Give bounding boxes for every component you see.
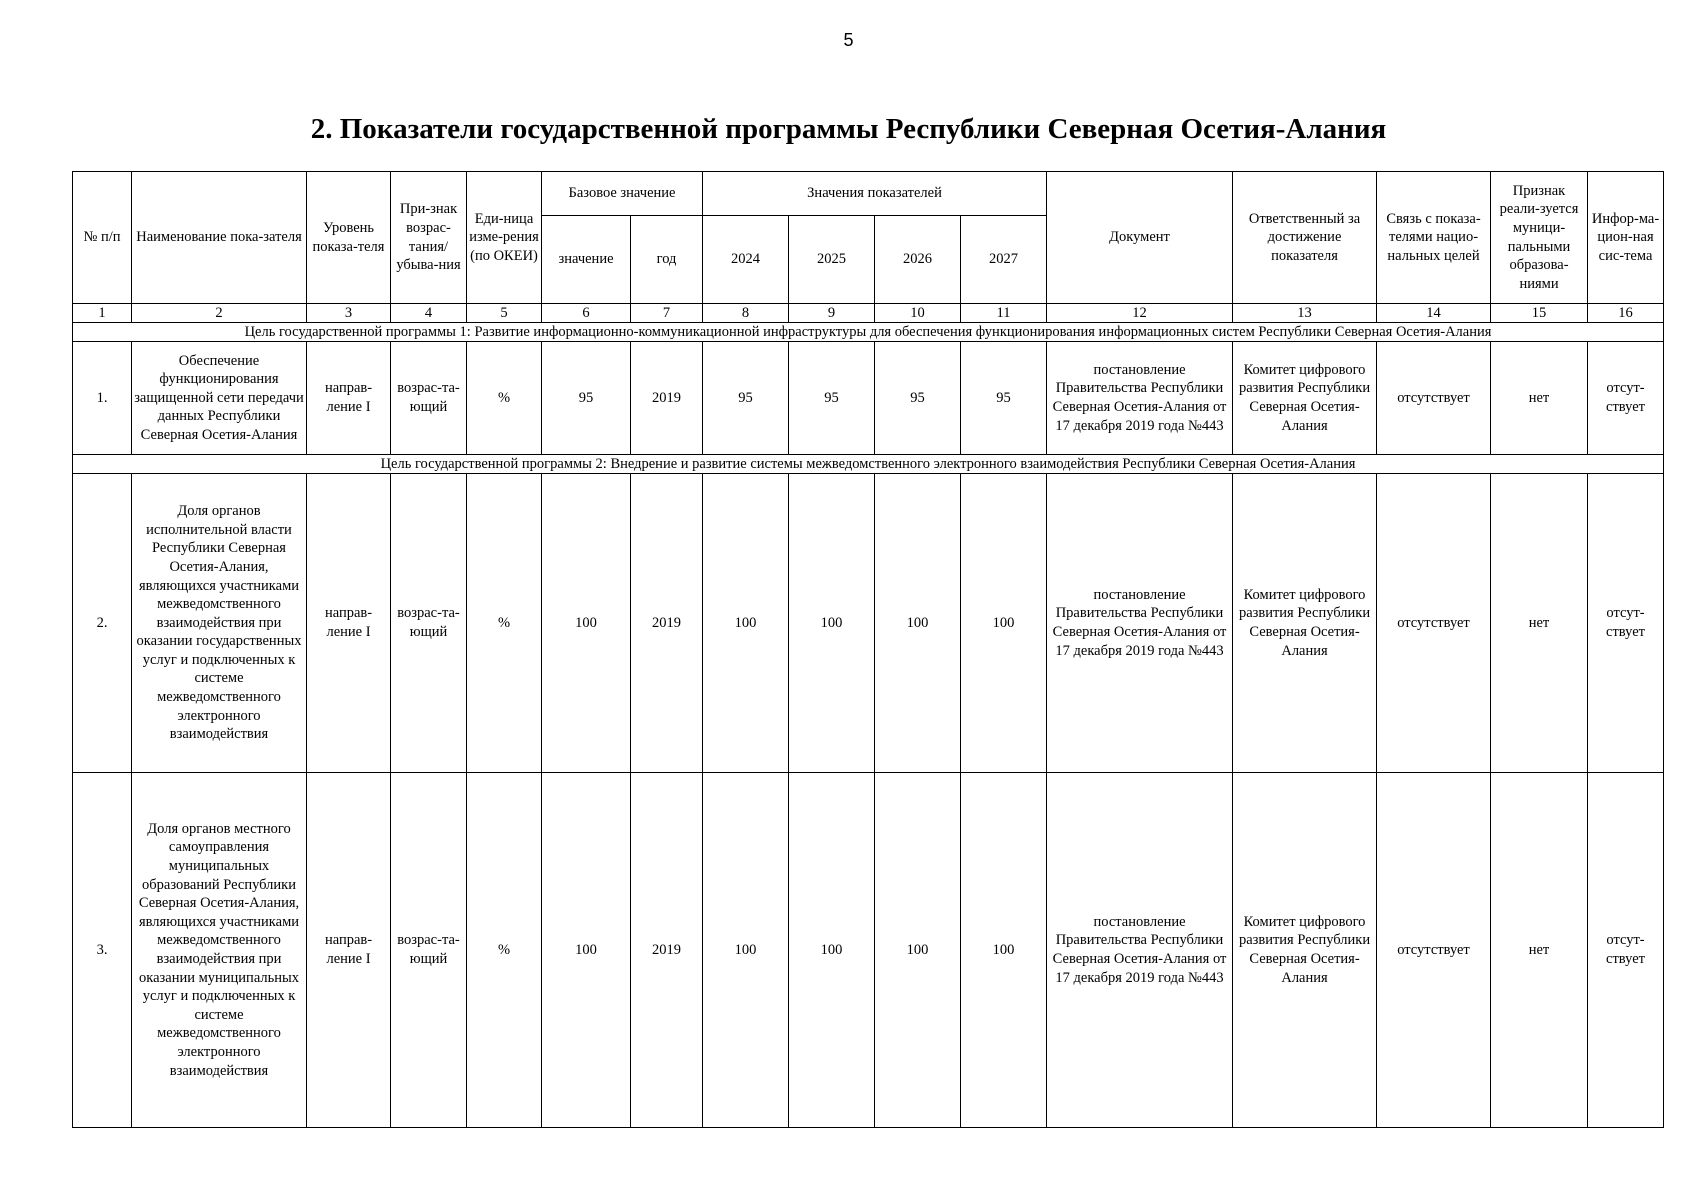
row-num: 2. <box>73 474 132 773</box>
indicator-unit: % <box>467 773 542 1128</box>
value-2025: 100 <box>789 773 875 1128</box>
header-national-goals: Связь с показа-телями нацио-нальных целей <box>1377 172 1491 304</box>
table-row <box>73 342 1664 455</box>
header-name: Наименование пока-зателя <box>132 172 307 304</box>
column-number: 3 <box>307 304 391 323</box>
header-base-group: Базовое значение <box>542 172 703 216</box>
column-number: 6 <box>542 304 631 323</box>
municipal-flag: нет <box>1491 342 1588 455</box>
column-number: 12 <box>1047 304 1233 323</box>
header-year-2025: 2025 <box>789 216 875 304</box>
indicator-name: Обеспечение функционирования защищенной сети передачи данных Республики Северная Осетия-Алания <box>132 342 307 455</box>
info-system: отсут-ствует <box>1588 474 1664 773</box>
table-row <box>73 474 1664 773</box>
base-value: 95 <box>542 342 631 455</box>
value-2025: 95 <box>789 342 875 455</box>
value-2027: 95 <box>961 342 1047 455</box>
column-number: 5 <box>467 304 542 323</box>
column-number: 2 <box>132 304 307 323</box>
indicator-name: Доля органов исполнительной власти Республики Северная Осетия-Алания, являющихся участниками межведомственного взаимодействия при оказании государственных услуг и подключенных к системе межведомственного электронного взаимодействия <box>132 474 307 773</box>
value-2025: 100 <box>789 474 875 773</box>
column-number: 4 <box>391 304 467 323</box>
info-system: отсут-ствует <box>1588 342 1664 455</box>
base-value: 100 <box>542 773 631 1128</box>
page-title: 2. Показатели государственной программы Республики Северная Осетия-Алания <box>310 113 1387 145</box>
header-year-2026: 2026 <box>875 216 961 304</box>
row-num: 3. <box>73 773 132 1128</box>
column-number: 13 <box>1233 304 1377 323</box>
header-num: № п/п <box>73 172 132 304</box>
value-2024: 95 <box>703 342 789 455</box>
goal-heading-1: Цель государственной программы 1: Развитие информационно-коммуникационной инфраструктуры для обеспечения функционирования информационных систем Республики Северная Осетия-Алания <box>73 323 1664 342</box>
indicator-level: направ-ление I <box>307 474 391 773</box>
value-2026: 100 <box>875 474 961 773</box>
column-number: 7 <box>631 304 703 323</box>
value-2026: 100 <box>875 773 961 1128</box>
header-trend: При-знак возрас-тания/ убыва-ния <box>391 172 467 304</box>
column-number: 9 <box>789 304 875 323</box>
page-number: 5 <box>843 30 854 50</box>
column-number: 10 <box>875 304 961 323</box>
value-2024: 100 <box>703 474 789 773</box>
header-level: Уровень показа-теля <box>307 172 391 304</box>
header-municipal: Признак реали-зуется муници-пальными образова-ниями <box>1491 172 1588 304</box>
indicator-level: направ-ление I <box>307 342 391 455</box>
table-row <box>73 773 1664 1128</box>
indicator-level: направ-ление I <box>307 773 391 1128</box>
base-year: 2019 <box>631 342 703 455</box>
column-number: 8 <box>703 304 789 323</box>
document-reference: постановление Правительства Республики Северная Осетия-Алания от 17 декабря 2019 года №443 <box>1047 773 1233 1128</box>
indicator-name: Доля органов местного самоуправления муниципальных образований Республики Северная Осетия-Алания, являющихся участниками межведомственного взаимодействия при оказании муниципальных услуг и подключенных к системе межведомственного электронного взаимодействия <box>132 773 307 1128</box>
indicator-unit: % <box>467 474 542 773</box>
header-responsible: Ответственный за достижение показателя <box>1233 172 1377 304</box>
responsible-body: Комитет цифрового развития Республики Северная Осетия-Алания <box>1233 773 1377 1128</box>
row-num: 1. <box>73 342 132 455</box>
header-unit: Еди-ница изме-рения (по ОКЕИ) <box>467 172 542 304</box>
national-goals-link: отсутствует <box>1377 342 1491 455</box>
column-number: 15 <box>1491 304 1588 323</box>
value-2027: 100 <box>961 773 1047 1128</box>
indicator-trend: возрас-та-ющий <box>391 474 467 773</box>
column-number: 14 <box>1377 304 1491 323</box>
base-year: 2019 <box>631 474 703 773</box>
column-number: 1 <box>73 304 132 323</box>
header-document: Документ <box>1047 172 1233 304</box>
value-2027: 100 <box>961 474 1047 773</box>
municipal-flag: нет <box>1491 773 1588 1128</box>
national-goals-link: отсутствует <box>1377 773 1491 1128</box>
header-base-value: значение <box>542 216 631 304</box>
header-base-year: год <box>631 216 703 304</box>
header-year-2024: 2024 <box>703 216 789 304</box>
base-value: 100 <box>542 474 631 773</box>
header-year-2027: 2027 <box>961 216 1047 304</box>
national-goals-link: отсутствует <box>1377 474 1491 773</box>
goal-heading-2: Цель государственной программы 2: Внедрение и развитие системы межведомственного электронного взаимодействия Республики Северная Осетия-Алания <box>73 455 1664 474</box>
column-number-row <box>73 304 1664 323</box>
responsible-body: Комитет цифрового развития Республики Северная Осетия-Алания <box>1233 474 1377 773</box>
indicator-trend: возрас-та-ющий <box>391 342 467 455</box>
municipal-flag: нет <box>1491 474 1588 773</box>
value-2024: 100 <box>703 773 789 1128</box>
document-reference: постановление Правительства Республики Северная Осетия-Алания от 17 декабря 2019 года №443 <box>1047 474 1233 773</box>
responsible-body: Комитет цифрового развития Республики Северная Осетия-Алания <box>1233 342 1377 455</box>
header-values-group: Значения показателей <box>703 172 1047 216</box>
indicator-unit: % <box>467 342 542 455</box>
column-number: 16 <box>1588 304 1664 323</box>
info-system: отсут-ствует <box>1588 773 1664 1128</box>
value-2026: 95 <box>875 342 961 455</box>
indicators-table <box>72 171 1664 1128</box>
document-reference: постановление Правительства Республики Северная Осетия-Алания от 17 декабря 2019 года №443 <box>1047 342 1233 455</box>
base-year: 2019 <box>631 773 703 1128</box>
header-info-system: Инфор-ма-цион-ная сис-тема <box>1588 172 1664 304</box>
column-number: 11 <box>961 304 1047 323</box>
indicator-trend: возрас-та-ющий <box>391 773 467 1128</box>
